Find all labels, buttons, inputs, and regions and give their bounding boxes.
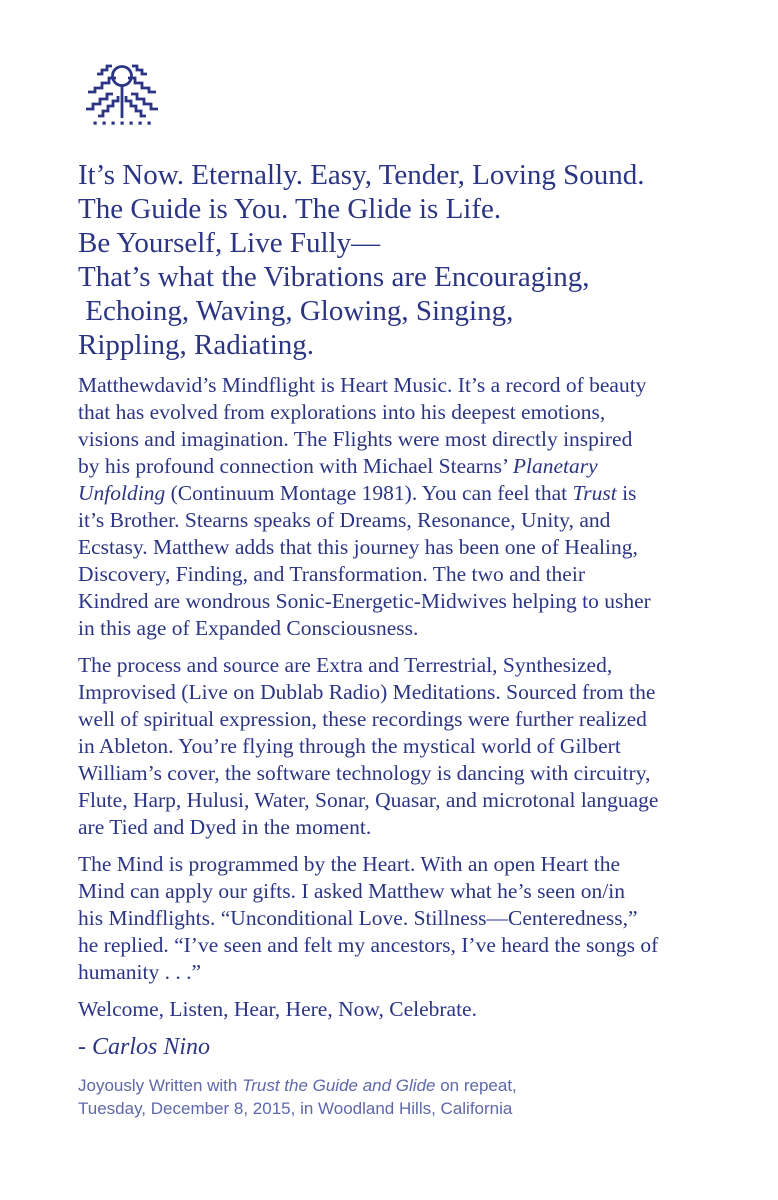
text-line: he replied. “I’ve seen and felt my ancestors, I’ve heard the songs of [78,933,659,957]
paragraph-mindflight [78,372,658,642]
text-line: visions and imagination. The Flights were most directly inspired [78,427,633,451]
text-line: Be Yourself, Live Fully— [78,227,381,259]
paragraph-welcome [78,996,658,1023]
text-line: in this age of Expanded Consciousness. [78,616,419,640]
text-line: William’s cover, the software technology is dancing with circuitry, [78,761,651,785]
text-line: Improvised (Live on Dublab Radio) Meditations. Sourced from the [78,680,656,704]
text-line: humanity . . .” [78,960,202,984]
radiating-figure-logo [83,64,161,126]
text-line: That’s what the Vibrations are Encouraging, [78,261,590,293]
text-line: Welcome, Listen, Hear, Here, Now, Celebrate. [78,997,477,1021]
liner-notes-body [78,372,658,1033]
text-line: Tuesday, December 8, 2015, in Woodland Hills, California [78,1098,513,1118]
text-line: Joyously Written with Trust the Guide and Glide on repeat, [78,1076,517,1095]
text-line: that has evolved from explorations into his deepest emotions, [78,400,606,424]
author-signature: - Carlos Nino [78,1034,211,1060]
text-line: The process and source are Extra and Terrestrial, Synthesized, [78,653,613,677]
text-line: Unfolding (Continuum Montage 1981). You can feel that Trust is [78,481,637,505]
text-line: Flute, Harp, Hulusi, Water, Sonar, Quasar, and microtonal language [78,788,659,812]
text-line: Mind can apply our gifts. I asked Matthew what he’s seen on/in [78,879,625,903]
text-line: The Guide is You. The Glide is Life. [78,193,502,225]
colophon-note [78,1075,517,1120]
text-line: are Tied and Dyed in the moment. [78,815,372,839]
radiating-figure-icon [83,64,161,126]
text-line: Discovery, Finding, and Transformation. The two and their [78,562,585,586]
text-line: his Mindflights. “Unconditional Love. Stillness—Centeredness,” [78,906,638,930]
text-line: by his profound connection with Michael Stearns’ Planetary [78,454,598,478]
text-line: The Mind is programmed by the Heart. With an open Heart the [78,852,621,876]
text-line: Kindred are wondrous Sonic-Energetic-Midwives helping to usher [78,589,651,613]
text-line: Matthewdavid’s Mindflight is Heart Music. It’s a record of beauty [78,373,647,397]
text-line: in Ableton. You’re flying through the mystical world of Gilbert [78,734,621,758]
text-line: it’s Brother. Stearns speaks of Dreams, Resonance, Unity, and [78,508,611,532]
text-line: Ecstasy. Matthew adds that this journey has been one of Healing, [78,535,638,559]
text-line: well of spiritual expression, these recordings were further realized [78,707,647,731]
text-line: It’s Now. Eternally. Easy, Tender, Loving Sound. [78,159,645,191]
poem-heading [78,158,645,362]
paragraph-mind-heart [78,851,658,986]
text-line: Rippling, Radiating. [78,329,315,361]
text-line: Echoing, Waving, Glowing, Singing, [78,295,514,327]
paragraph-process-source [78,652,658,841]
